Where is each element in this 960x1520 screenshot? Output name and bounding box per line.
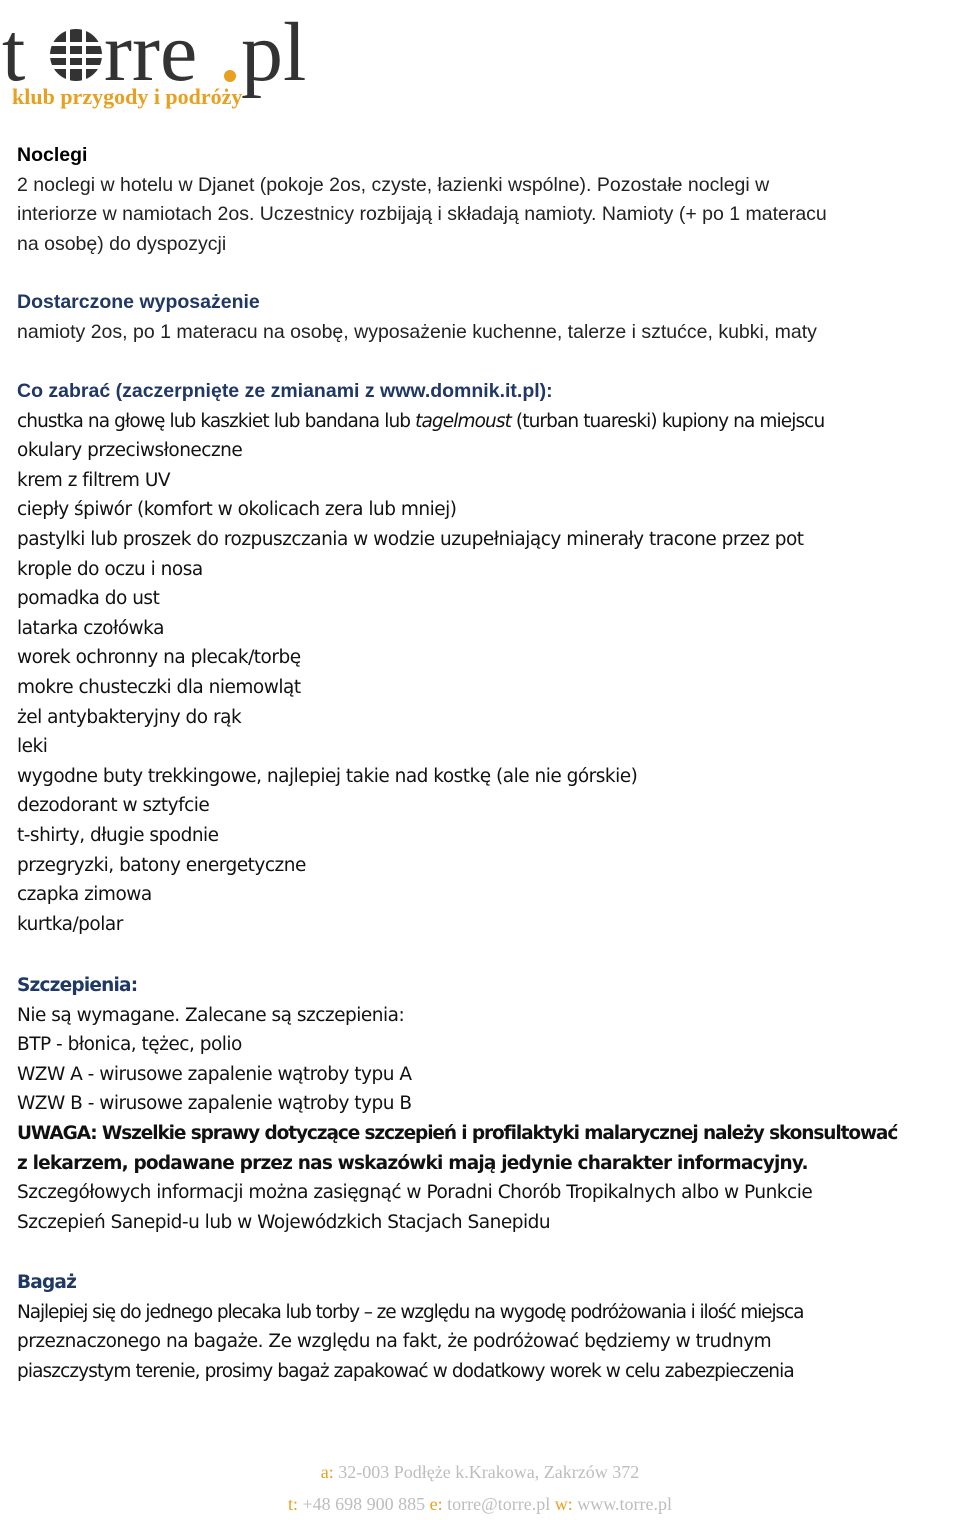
paragraph-line: WZW B - wirusowe zapalenie wątroby typu B bbox=[17, 1093, 412, 1115]
list-item: czapka zimowa bbox=[17, 884, 152, 906]
list-item: worek ochronny na plecak/torbę bbox=[17, 647, 301, 669]
paragraph-line: Szczegółowych informacji można zasięgnąć w Poradni Chorób Tropikalnych albo w Punkcie bbox=[17, 1182, 813, 1204]
section-co-zabrac bbox=[17, 377, 960, 939]
packing-list bbox=[17, 436, 960, 939]
paragraph-line: Nie są wymagane. Zalecane są szczepienia: bbox=[17, 1004, 405, 1026]
list-item: okulary przeciwsłoneczne bbox=[17, 440, 243, 462]
list-item: chustka na głowę lub kaszkiet lub bandana lub tagelmoust (turban tuareski) kupiony na miejscu bbox=[17, 410, 825, 432]
section-heading: Szczepienia: bbox=[17, 975, 138, 996]
list-item: kurtka/polar bbox=[17, 913, 123, 935]
list-item: żel antybakteryjny do rąk bbox=[17, 706, 242, 728]
section-noclegi bbox=[17, 141, 960, 259]
footer-phone[interactable]: +48 698 900 885 bbox=[298, 1494, 430, 1514]
list-item: mokre chusteczki dla niemowląt bbox=[17, 676, 301, 698]
italic-term: tagelmoust bbox=[415, 410, 511, 432]
section-heading: Noclegi bbox=[17, 144, 88, 166]
list-item: przegryzki, batony energetyczne bbox=[17, 854, 306, 876]
list-item: pomadka do ust bbox=[17, 588, 160, 610]
logo-pl: pl bbox=[241, 6, 307, 99]
paragraph-line: przeznaczonego na bagaże. Ze względu na fakt, że podróżować będziemy w trudnym bbox=[17, 1331, 772, 1353]
list-item: krople do oczu i nosa bbox=[17, 558, 203, 580]
logo-tagline: klub przygody i podróży bbox=[12, 84, 243, 109]
section-heading: Co zabrać (zaczerpnięte ze zmianami z www.domnik.it.pl): bbox=[17, 380, 553, 402]
list-item: latarka czołówka bbox=[17, 617, 164, 639]
section-szczepienia bbox=[17, 971, 960, 1237]
section-bagaz bbox=[17, 1268, 960, 1386]
globe-icon bbox=[50, 28, 102, 82]
list-item: leki bbox=[17, 736, 48, 758]
section-heading: Dostarczone wyposażenie bbox=[17, 291, 260, 313]
logo-wordmark: rre bbox=[104, 6, 198, 99]
list-item: ciepły śpiwór (komfort w okolicach zera lub mniej) bbox=[17, 499, 457, 521]
list-item: pastylki lub proszek do rozpuszczania w wodzie uzupełniający minerały tracone przez pot bbox=[17, 528, 804, 550]
footer-address: a: 32-003 Podłęże k.Krakowa, Zakrzów 372 bbox=[320, 1462, 640, 1482]
footer-website-link[interactable]: www.torre.pl bbox=[572, 1494, 673, 1514]
footer-email-link[interactable]: torre@torre.pl bbox=[442, 1494, 555, 1514]
section-heading: Bagaż bbox=[17, 1272, 77, 1293]
paragraph-line: piaszczystym terenie, prosimy bagaż zapakować w dodatkowy worek w celu zabezpieczenia bbox=[17, 1360, 794, 1382]
paragraph-line: namioty 2os, po 1 materacu na osobę, wyposażenie kuchenne, talerze i sztućce, kubki, maty bbox=[17, 320, 817, 343]
paragraph-line: interiorze w namiotach 2os. Uczestnicy rozbijają i składają namioty. Namioty (+ po 1 materacu bbox=[17, 203, 827, 226]
paragraph-line: na osobę) do dyspozycji bbox=[17, 232, 227, 255]
logo-dot bbox=[224, 70, 236, 82]
torre-logo[interactable] bbox=[0, 0, 340, 112]
list-item: t-shirty, długie spodnie bbox=[17, 824, 219, 846]
paragraph-line: Najlepiej się do jednego plecaka lub torby – ze względu na wygodę podróżowania i ilość miejsca bbox=[17, 1301, 804, 1323]
list-item: wygodne buty trekkingowe, najlepiej takie nad kostkę (ale nie górskie) bbox=[17, 765, 638, 787]
section-wyposazenie bbox=[17, 288, 960, 347]
list-item: krem z filtrem UV bbox=[17, 469, 171, 491]
paragraph-line: Szczepień Sanepid-u lub w Wojewódzkich Stacjach Sanepidu bbox=[17, 1211, 551, 1233]
warning-line: z lekarzem, podawane przez nas wskazówki mają jedynie charakter informacyjny. bbox=[17, 1152, 808, 1174]
footer-contacts: t: +48 698 900 885 e: torre@torre.pl w: www.torre.pl bbox=[287, 1494, 673, 1514]
paragraph-line: 2 noclegi w hotelu w Djanet (pokoje 2os, czyste, łazienki wspólne). Pozostałe noclegi w bbox=[17, 173, 770, 196]
warning-line: UWAGA: Wszelkie sprawy dotyczące szczepień i profilaktyki malarycznej należy skonsultować bbox=[17, 1122, 898, 1144]
paragraph-line: BTP - błonica, tężec, polio bbox=[17, 1034, 242, 1056]
paragraph-line: WZW A - wirusowe zapalenie wątroby typu A bbox=[17, 1063, 412, 1085]
logo-letter-t: t bbox=[2, 6, 26, 99]
list-item: dezodorant w sztyfcie bbox=[17, 795, 210, 817]
